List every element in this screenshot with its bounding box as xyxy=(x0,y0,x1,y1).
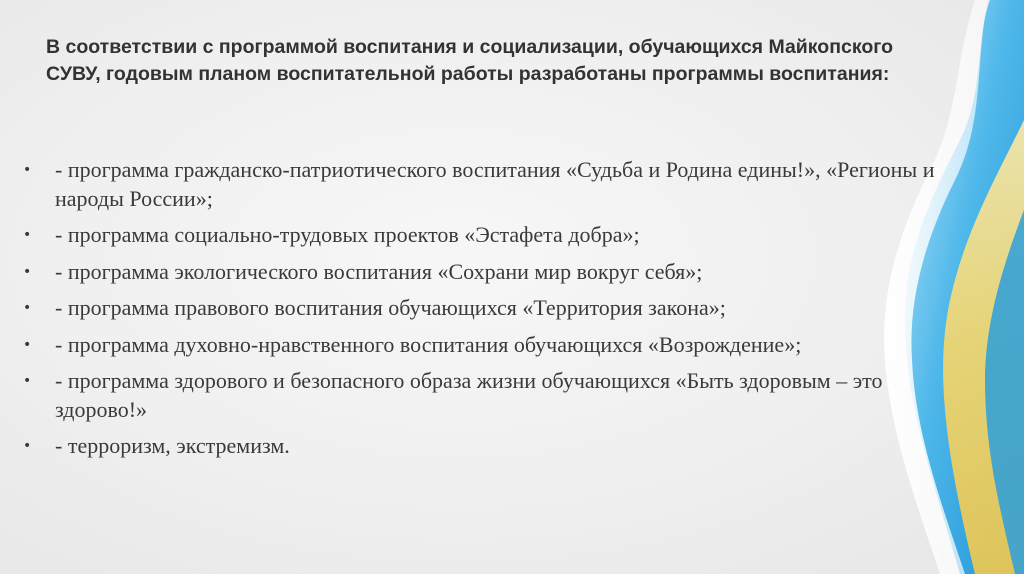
bullet-icon: • xyxy=(23,162,32,178)
list-item xyxy=(18,156,978,213)
program-list xyxy=(18,156,978,469)
list-item-text: - программа экологического воспитания «Сохрани мир вокруг себя»; xyxy=(55,258,703,284)
bullet-icon: • xyxy=(23,263,32,280)
list-item xyxy=(18,221,978,250)
list-item-text: - терроризм, экстремизм. xyxy=(55,433,290,458)
list-item-text: - программа правового воспитания обучающихся «Территория закона»; xyxy=(55,295,726,320)
slide-heading: В соответствии с программой воспитания и социализации, обучающихся Майкопского СУВУ, годовым планом воспитательной работы разработаны программы воспитания: xyxy=(46,36,894,85)
list-item xyxy=(18,258,978,287)
bullet-icon: • xyxy=(23,438,32,454)
list-item xyxy=(18,367,978,424)
bullet-icon: • xyxy=(23,373,32,389)
list-item-text: - программа здорового и безопасного образа жизни обучающихся «Быть здоровым – это здорово!» xyxy=(55,368,883,422)
list-item xyxy=(18,294,978,323)
list-item xyxy=(18,331,978,360)
bullet-icon: • xyxy=(23,336,32,353)
list-item-text: - программа социально-трудовых проектов «Эстафета добра»; xyxy=(55,222,640,247)
bullet-icon: • xyxy=(23,300,32,316)
bullet-icon: • xyxy=(23,227,32,243)
list-item-text: - программа духовно-нравственного воспитания обучающихся «Возрождение»; xyxy=(55,331,802,357)
list-item xyxy=(18,432,978,461)
list-item-text: - программа гражданско-патриотического воспитания «Судьба и Родина едины!», «Регионы и народы России»; xyxy=(55,157,935,211)
